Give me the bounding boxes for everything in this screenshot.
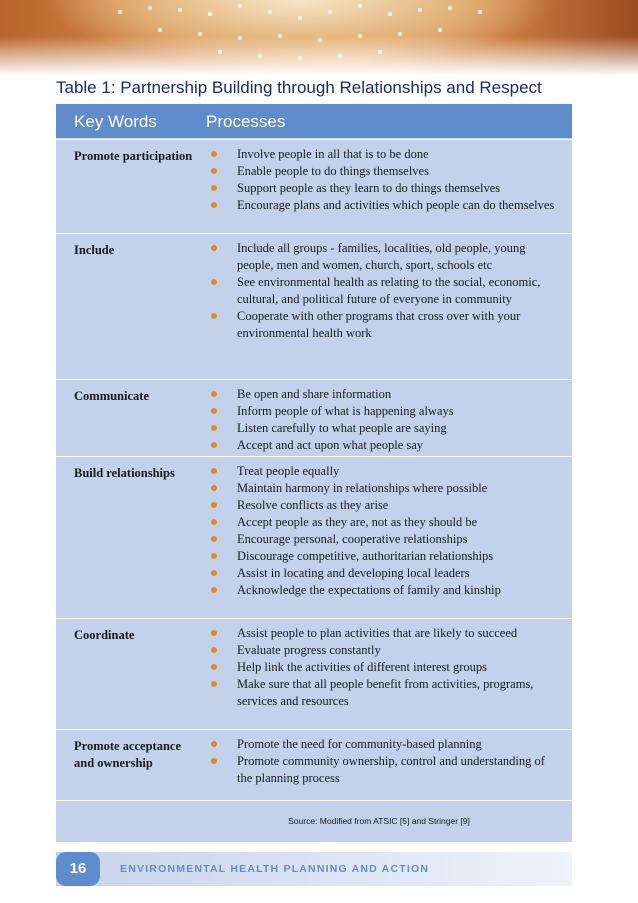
header-key-words: Key Words bbox=[74, 112, 157, 131]
list-item: Encourage plans and activities which people can do themselves bbox=[211, 197, 561, 214]
page-footer bbox=[56, 852, 572, 886]
list-item: Be open and share information bbox=[211, 386, 561, 403]
list-item: Involve people in all that is to be done bbox=[211, 146, 561, 163]
bullet-icon bbox=[211, 245, 217, 251]
list-item: Encourage personal, cooperative relationships bbox=[211, 531, 561, 548]
bullet-icon bbox=[211, 647, 217, 653]
list-item: See environmental health as relating to the social, economic, cultural, and political future of everyone in community bbox=[211, 274, 561, 308]
bullet-icon bbox=[211, 587, 217, 593]
bullet-icon bbox=[211, 442, 217, 448]
bullet-icon bbox=[211, 502, 217, 508]
list-item: Assist people to plan activities that are likely to succeed bbox=[211, 625, 561, 642]
list-item: Help link the activities of different interest groups bbox=[211, 659, 561, 676]
list-item: Make sure that all people benefit from activities, programs, services and resources bbox=[211, 676, 561, 710]
bullet-icon bbox=[211, 185, 217, 191]
bullet-icon bbox=[211, 758, 217, 764]
bullet-icon bbox=[211, 741, 217, 747]
bullet-icon bbox=[211, 485, 217, 491]
bullet-icon bbox=[211, 391, 217, 397]
key-word: Coordinate bbox=[74, 628, 135, 642]
bullet-icon bbox=[211, 425, 217, 431]
list-item: Assist in locating and developing local leaders bbox=[211, 565, 561, 582]
bullet-icon bbox=[211, 168, 217, 174]
process-list bbox=[211, 625, 561, 710]
decorative-banner bbox=[0, 0, 638, 76]
bullet-icon bbox=[211, 151, 217, 157]
bullet-icon bbox=[211, 202, 217, 208]
table-header bbox=[56, 104, 572, 138]
list-item: Cooperate with other programs that cross over with your environmental health work bbox=[211, 308, 561, 342]
bullet-icon bbox=[211, 468, 217, 474]
list-item: Listen carefully to what people are saying bbox=[211, 420, 561, 437]
list-item: Inform people of what is happening always bbox=[211, 403, 561, 420]
list-item: Treat people equally bbox=[211, 463, 561, 480]
list-item: Evaluate progress constantly bbox=[211, 642, 561, 659]
list-item: Resolve conflicts as they arise bbox=[211, 497, 561, 514]
bullet-icon bbox=[211, 408, 217, 414]
page-number: 16 bbox=[56, 852, 100, 886]
bullet-icon bbox=[211, 570, 217, 576]
bullet-icon bbox=[211, 553, 217, 559]
process-list bbox=[211, 386, 561, 454]
table-row bbox=[56, 618, 572, 729]
bullet-icon bbox=[211, 664, 217, 670]
bullet-icon bbox=[211, 681, 217, 687]
list-item: Support people as they learn to do things themselves bbox=[211, 180, 561, 197]
list-item: Enable people to do things themselves bbox=[211, 163, 561, 180]
table-row bbox=[56, 729, 572, 800]
key-word: Build relationships bbox=[74, 466, 175, 480]
list-item: Promote community ownership, control and understanding of the planning process bbox=[211, 753, 561, 787]
process-list bbox=[211, 736, 561, 787]
bullet-icon bbox=[211, 536, 217, 542]
list-item: Accept people as they are, not as they should be bbox=[211, 514, 561, 531]
table-row bbox=[56, 233, 572, 379]
process-list bbox=[211, 146, 561, 214]
header-processes: Processes bbox=[206, 112, 286, 131]
process-list bbox=[211, 240, 561, 342]
partnership-table bbox=[56, 104, 572, 842]
key-word: Promote acceptance and ownership bbox=[74, 739, 182, 770]
table-row bbox=[56, 456, 572, 618]
list-item: Promote the need for community-based planning bbox=[211, 736, 561, 753]
source-note: Source: Modified from ATSIC [5] and Stringer [9] bbox=[288, 816, 470, 826]
process-list bbox=[211, 463, 561, 599]
list-item: Accept and act upon what people say bbox=[211, 437, 561, 454]
list-item: Include all groups - families, localities, old people, young people, men and women, church, sport, schools etc bbox=[211, 240, 561, 274]
list-item: Acknowledge the expectations of family and kinship bbox=[211, 582, 561, 599]
list-item: Discourage competitive, authoritarian relationships bbox=[211, 548, 561, 565]
key-word: Communicate bbox=[74, 389, 149, 403]
list-item: Maintain harmony in relationships where possible bbox=[211, 480, 561, 497]
table-row bbox=[56, 139, 572, 233]
bullet-icon bbox=[211, 279, 217, 285]
key-word: Include bbox=[74, 243, 115, 257]
key-word: Promote participation bbox=[74, 149, 193, 163]
bullet-icon bbox=[211, 519, 217, 525]
bullet-icon bbox=[211, 630, 217, 636]
bullet-icon bbox=[211, 313, 217, 319]
table-row bbox=[56, 379, 572, 456]
table-title: Table 1: Partnership Building through Relationships and Respect bbox=[56, 78, 542, 97]
running-title: ENVIRONMENTAL HEALTH PLANNING AND ACTION bbox=[120, 863, 430, 875]
